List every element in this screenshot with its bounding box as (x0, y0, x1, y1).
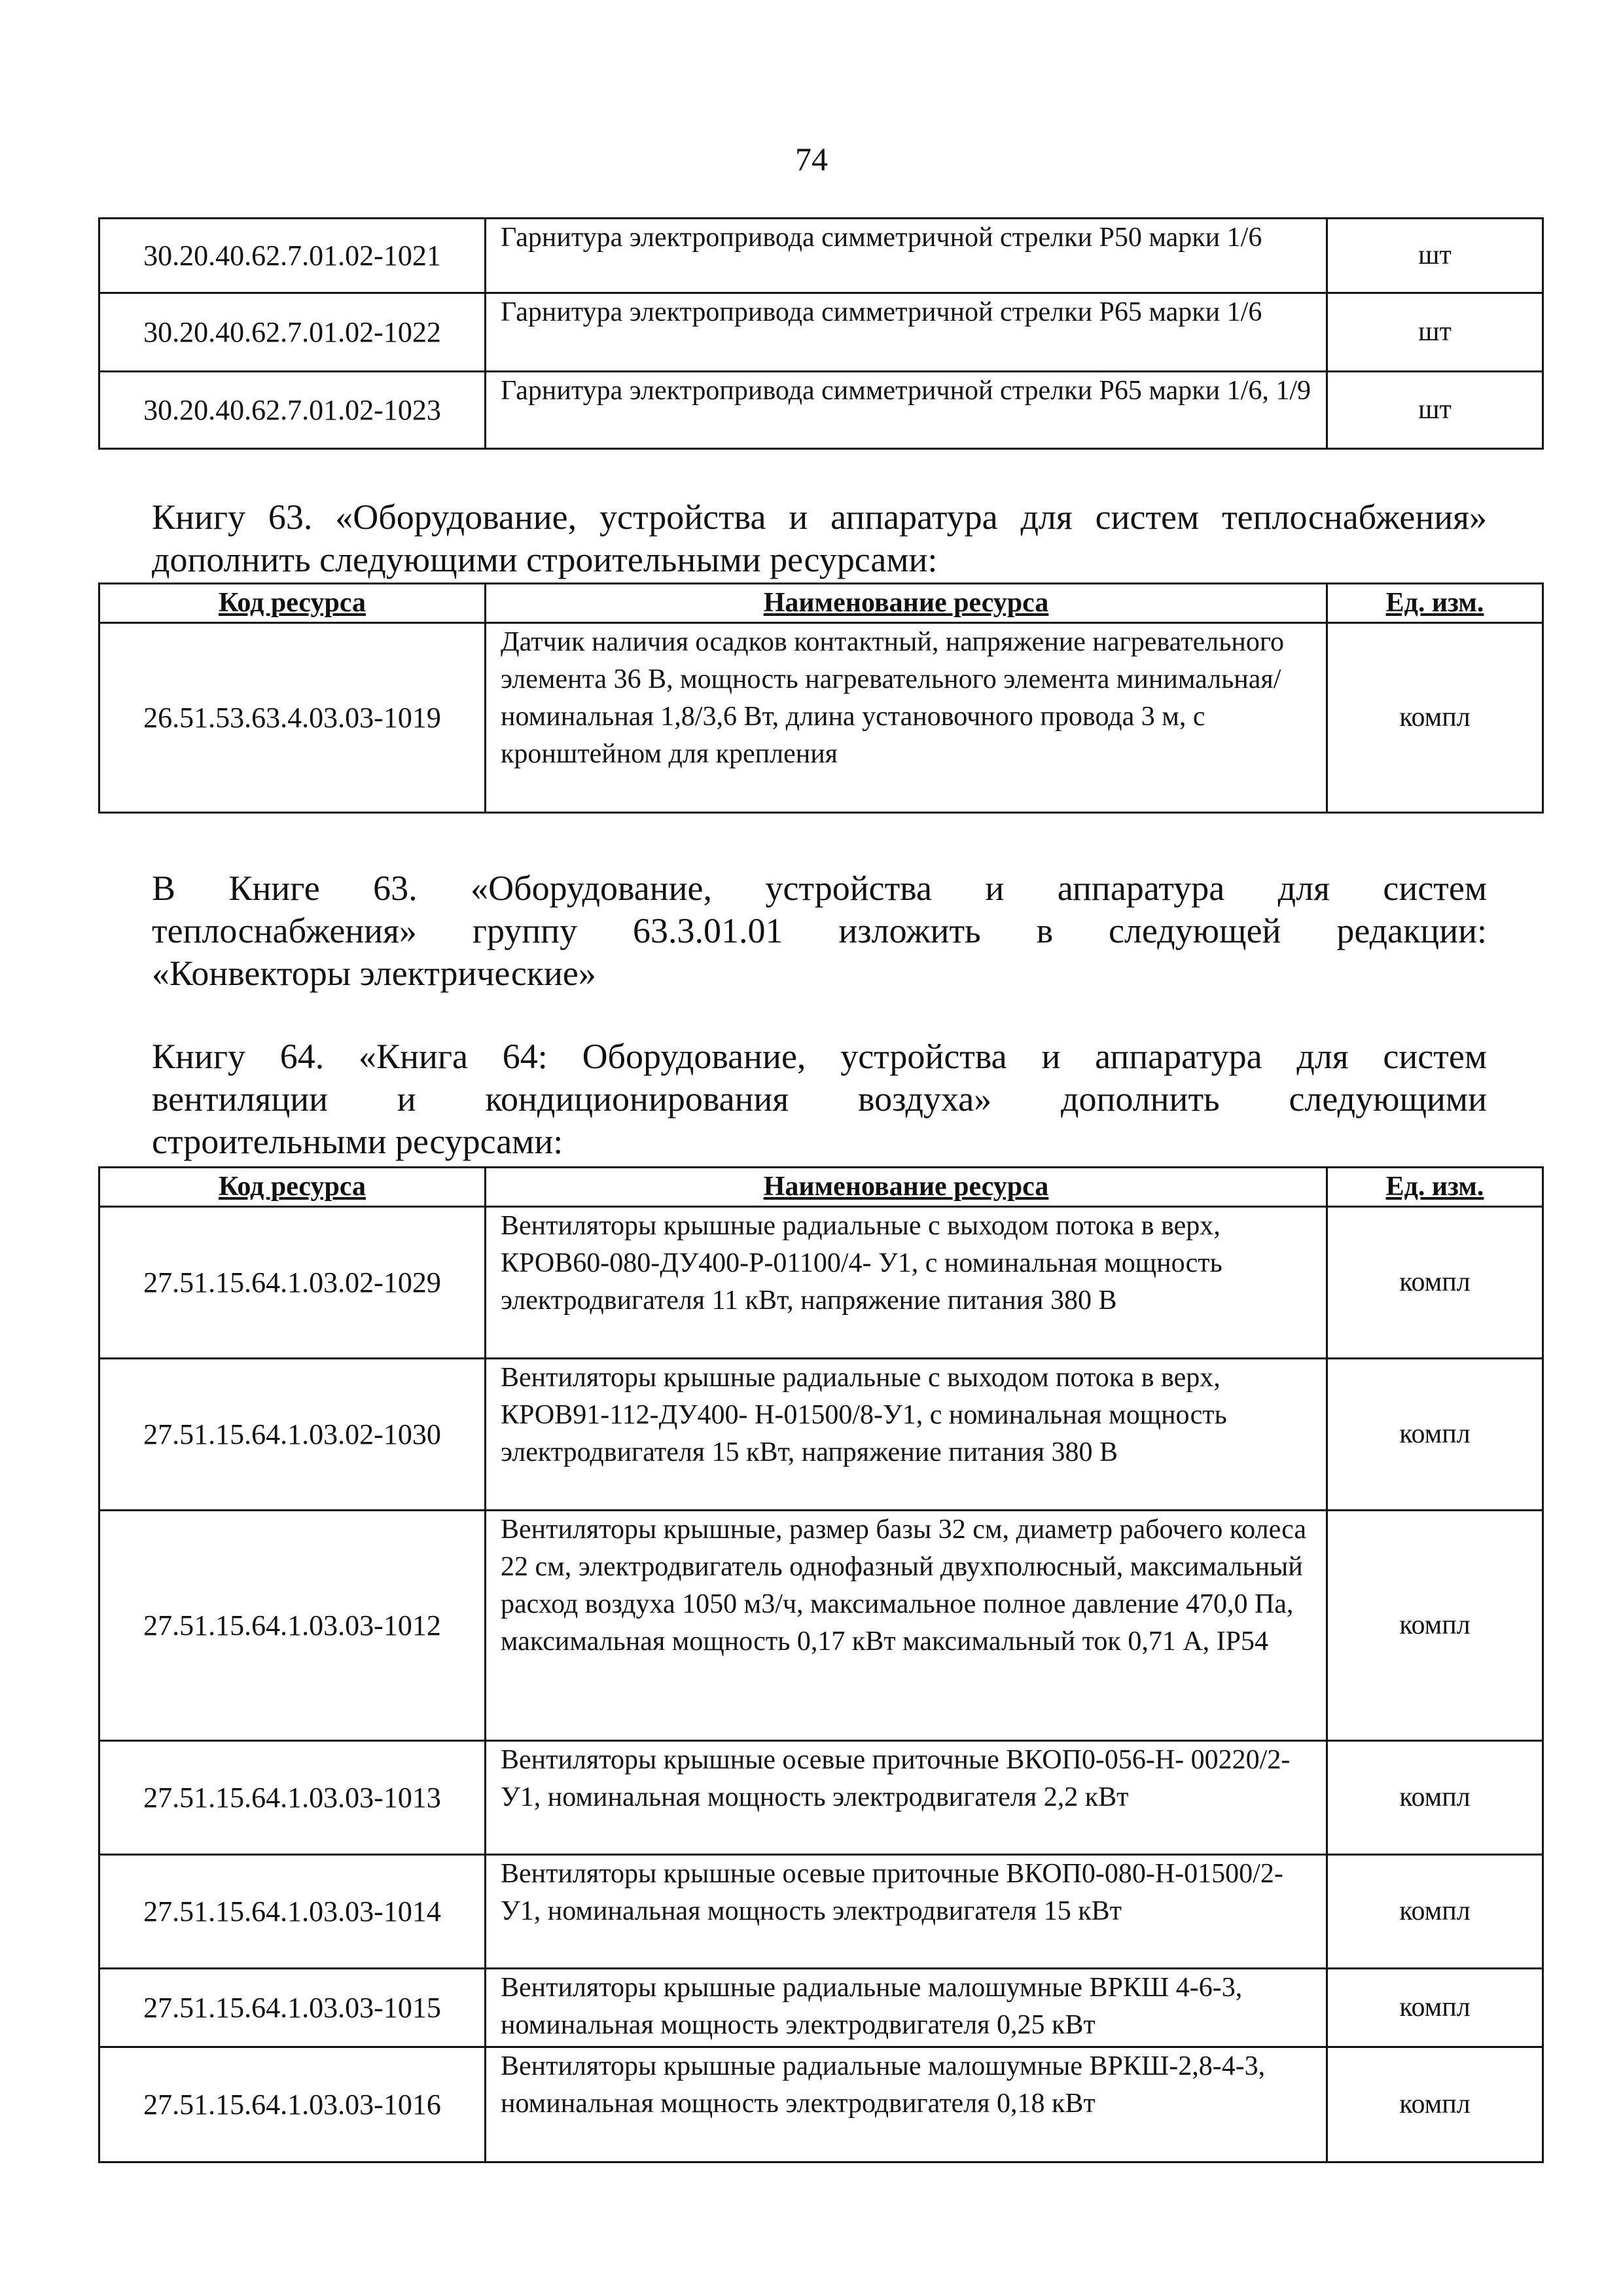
header-code: Код ресурса (99, 584, 486, 623)
table-row (99, 2047, 1543, 2162)
resource-name: Вентиляторы крышные, размер базы 32 см, диаметр рабочего колеса 22 см, электродвигатель однофазный двухполюсный, максимальный расход воздуха 1050 м3/ч, максимальное полное давление 470,0 Па, максимальная мощность 0,17 кВт максимальный ток 0,71 А, IP54 (486, 1511, 1327, 1741)
resource-code: 27.51.15.64.1.03.03-1013 (99, 1741, 486, 1855)
resource-unit: компл (1327, 1741, 1543, 1855)
header-unit: Ед. изм. (1327, 584, 1543, 623)
resource-code: 27.51.15.64.1.03.03-1014 (99, 1855, 486, 1969)
header-code: Код ресурса (99, 1168, 486, 1207)
paragraph-line: В Книге 63. «Оборудование, устройства и аппаратура для систем (152, 869, 1487, 908)
resource-code: 27.51.15.64.1.03.02-1030 (99, 1359, 486, 1511)
resource-code: 30.20.40.62.7.01.02-1021 (99, 219, 486, 293)
table-row (99, 1855, 1543, 1969)
table-row (99, 1969, 1543, 2047)
header-unit: Ед. изм. (1327, 1168, 1543, 1207)
resource-name: Вентиляторы крышные радиальные с выходом потока в верх, КРОВ60-080-ДУ400-Р-01100/4- У1, с номинальная мощность электродвигателя 11 кВт, напряжение питания 380 В (486, 1207, 1327, 1359)
resource-unit: компл (1327, 1359, 1543, 1511)
table-book64-resources (98, 1166, 1544, 2163)
paragraph-book64-add (152, 1035, 1487, 1163)
resource-code: 26.51.53.63.4.03.03-1019 (99, 623, 486, 813)
resource-unit: шт (1327, 219, 1543, 293)
header-name: Наименование ресурса (486, 1168, 1327, 1207)
resource-unit: компл (1327, 1969, 1543, 2047)
resource-name: Вентиляторы крышные радиальные малошумные ВРКШ-2,8-4-3, номинальная мощность электродвигателя 0,18 кВт (486, 2047, 1327, 2162)
table-header-row (99, 584, 1543, 623)
paragraph-line: Книгу 63. «Оборудование, устройства и аппаратура для систем теплоснабжения» (152, 497, 1487, 537)
paragraph-line: дополнить следующими строительными ресурсами: (152, 540, 938, 579)
resource-name: Датчик наличия осадков контактный, напряжение нагревательного элемента 36 В, мощность нагревательного элемента минимальная/номинальная 1,8/3,6 Вт, длина установочного провода 3 м, с кронштейном для крепления (486, 623, 1327, 813)
resource-code: 27.51.15.64.1.03.02-1029 (99, 1207, 486, 1359)
resource-code: 30.20.40.62.7.01.02-1023 (99, 372, 486, 449)
table-row (99, 1207, 1543, 1359)
resource-name: Гарнитура электропривода симметричной стрелки Р65 марки 1/6, 1/9 (486, 372, 1327, 449)
table-row (99, 1359, 1543, 1511)
paragraph-line: строительными ресурсами: (152, 1122, 563, 1161)
resource-name: Вентиляторы крышные радиальные малошумные ВРКШ 4-6-3, номинальная мощность электродвигателя 0,25 кВт (486, 1969, 1327, 2047)
paragraph-line: «Конвекторы электрические» (152, 954, 596, 993)
paragraph-line: теплоснабжения» группу 63.3.01.01 изложить в следующей редакции: (152, 911, 1487, 950)
resource-code: 27.51.15.64.1.03.03-1016 (99, 2047, 486, 2162)
resource-name: Вентиляторы крышные осевые приточные ВКОП0-080-Н-01500/2-У1, номинальная мощность электродвигателя 15 кВт (486, 1855, 1327, 1969)
resource-unit: компл (1327, 1207, 1543, 1359)
resource-name: Гарнитура электропривода симметричной стрелки Р65 марки 1/6 (486, 293, 1327, 372)
resource-name: Вентиляторы крышные осевые приточные ВКОП0-056-Н- 00220/2-У1, номинальная мощность электродвигателя 2,2 кВт (486, 1741, 1327, 1855)
table-row (99, 1511, 1543, 1741)
resource-unit: компл (1327, 623, 1543, 813)
resource-unit: шт (1327, 372, 1543, 449)
table-row (99, 623, 1543, 813)
table-header-row (99, 1168, 1543, 1207)
resource-code: 30.20.40.62.7.01.02-1022 (99, 293, 486, 372)
table-book63-resources (98, 583, 1544, 814)
resource-unit: шт (1327, 293, 1543, 372)
table-row (99, 372, 1543, 449)
resource-name: Вентиляторы крышные радиальные с выходом потока в верх, КРОВ91-112-ДУ400- Н-01500/8-У1, с номинальная мощность электродвигателя 15 кВт, напряжение питания 380 В (486, 1359, 1327, 1511)
resource-unit: компл (1327, 2047, 1543, 2162)
paragraph-line: вентиляции и кондиционирования воздуха» дополнить следующими (152, 1079, 1487, 1119)
page-number: 74 (795, 141, 828, 177)
table-book-continuation (98, 217, 1544, 450)
resource-name: Гарнитура электропривода симметричной стрелки Р50 марки 1/6 (486, 219, 1327, 293)
paragraph-line: Книгу 64. «Книга 64: Оборудование, устройства и аппаратура для систем (152, 1037, 1487, 1076)
table-row (99, 219, 1543, 293)
table-row (99, 293, 1543, 372)
resource-code: 27.51.15.64.1.03.03-1012 (99, 1511, 486, 1741)
paragraph-book63-group (152, 867, 1487, 995)
paragraph-book63-add (152, 496, 1487, 581)
header-name: Наименование ресурса (486, 584, 1327, 623)
resource-code: 27.51.15.64.1.03.03-1015 (99, 1969, 486, 2047)
resource-unit: компл (1327, 1511, 1543, 1741)
resource-unit: компл (1327, 1855, 1543, 1969)
table-row (99, 1741, 1543, 1855)
